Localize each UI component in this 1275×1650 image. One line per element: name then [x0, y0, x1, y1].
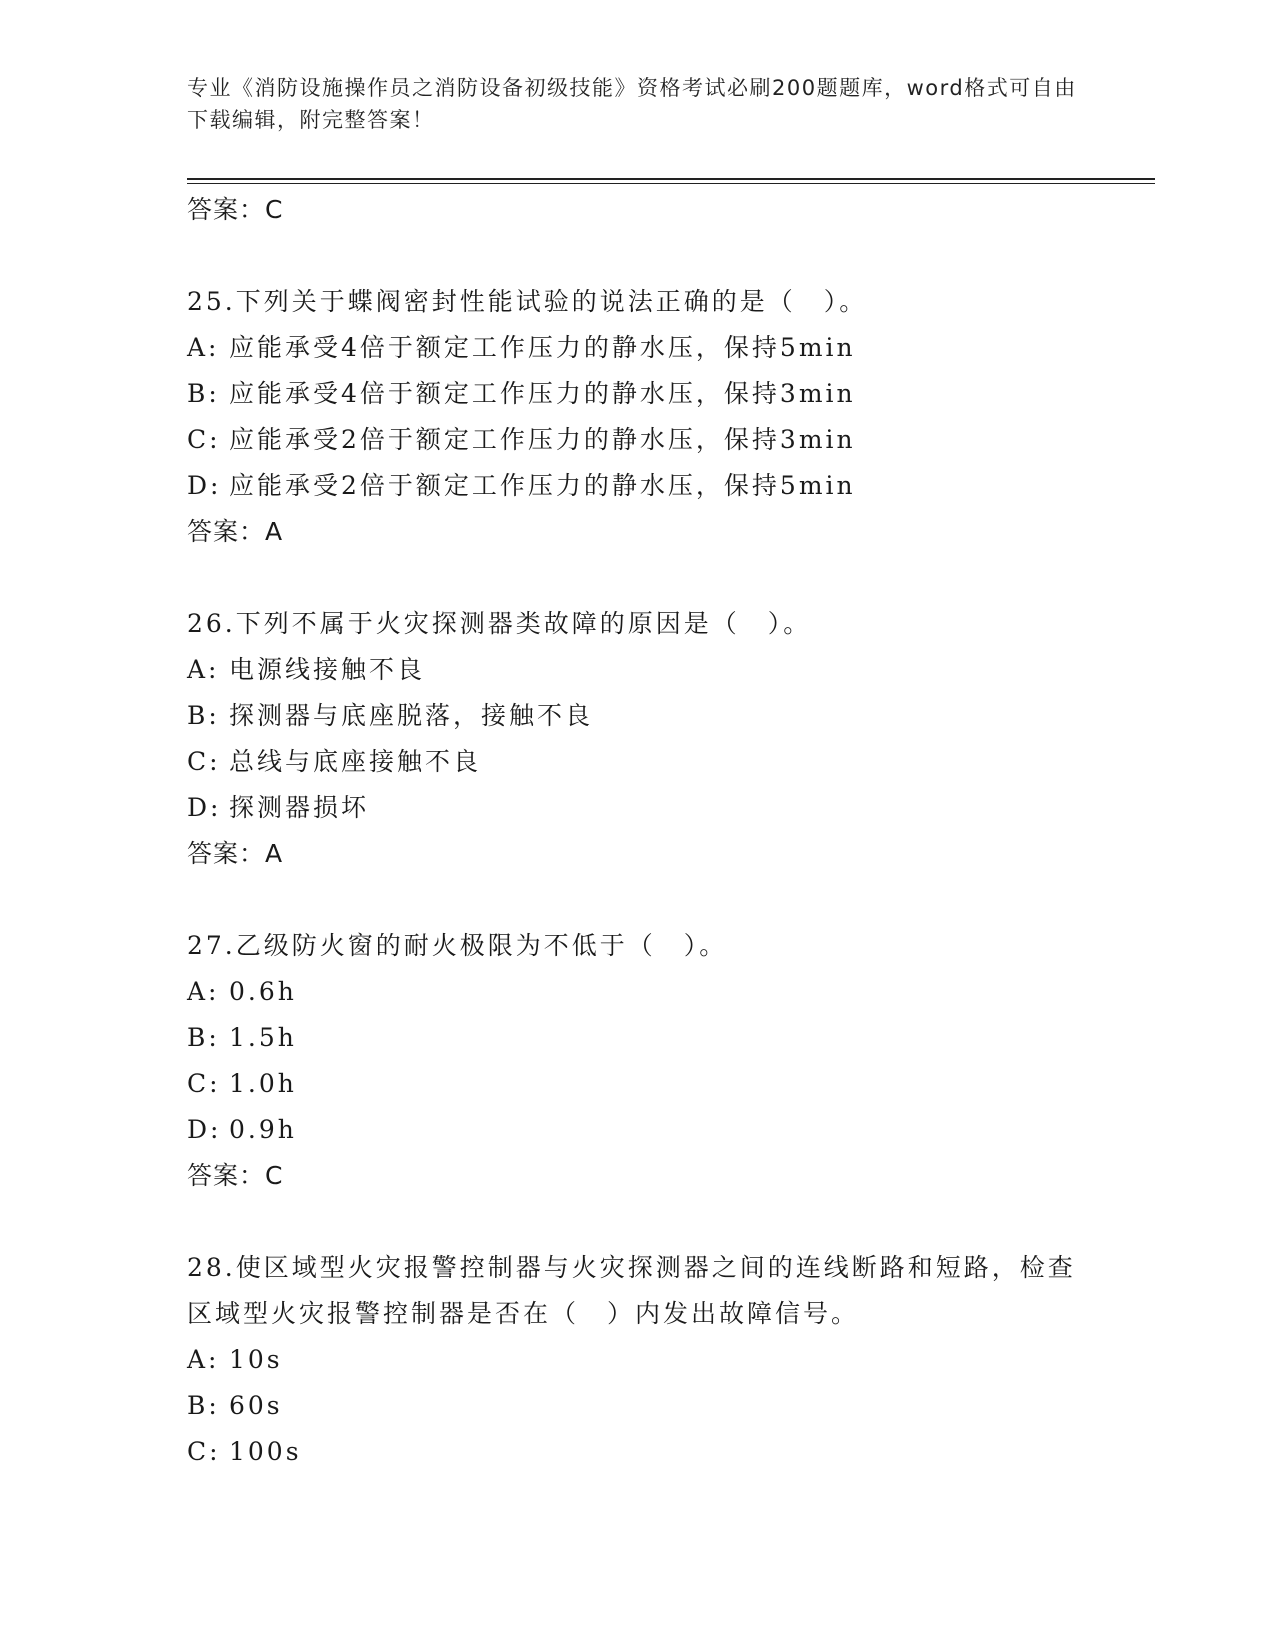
header-rule-thin: [187, 183, 1155, 184]
option-text: 电源线接触不良: [229, 655, 426, 684]
option-a: [187, 969, 1087, 1015]
option-a: [187, 325, 1087, 371]
option-letter: C:: [187, 1069, 221, 1098]
header-rule-thick: [187, 178, 1155, 180]
answer-line: 答案：A: [187, 839, 284, 868]
option-b: [187, 1015, 1087, 1061]
option-c: [187, 1429, 1087, 1475]
option-text: 总线与底座接触不良: [229, 747, 482, 776]
option-letter: B:: [187, 1391, 220, 1420]
option-b: [187, 371, 1087, 417]
option-text: 0.9h: [229, 1115, 297, 1144]
option-text: 应能承受4倍于额定工作压力的静水压，保持5min: [229, 333, 856, 362]
option-d: [187, 1107, 1087, 1153]
option-text: 0.6h: [229, 977, 297, 1006]
option-text: 应能承受2倍于额定工作压力的静水压，保持3min: [229, 425, 856, 454]
option-letter: D:: [187, 793, 222, 822]
option-b: [187, 693, 1087, 739]
option-d: [187, 463, 1087, 509]
question-stem: 27.乙级防火窗的耐火极限为不低于（ ）。: [187, 931, 728, 960]
option-letter: D:: [187, 1115, 222, 1144]
option-letter: A:: [187, 333, 220, 362]
answer-line: 答案：C: [187, 1161, 284, 1190]
option-text: 应能承受4倍于额定工作压力的静水压，保持3min: [229, 379, 856, 408]
option-a: [187, 647, 1087, 693]
option-text: 1.0h: [229, 1069, 297, 1098]
option-text: 1.5h: [229, 1023, 297, 1052]
option-letter: A:: [187, 1345, 220, 1374]
option-letter: B:: [187, 1023, 220, 1052]
option-text: 探测器与底座脱落，接触不良: [229, 701, 594, 730]
document-header: 专业《消防设施操作员之消防设备初级技能》资格考试必刷200题题库，word格式可自由下载编辑，附完整答案！: [187, 76, 1077, 132]
option-letter: C:: [187, 425, 221, 454]
option-text: 探测器损坏: [229, 793, 370, 822]
option-d: [187, 785, 1087, 831]
answer-line: 答案：C: [187, 195, 284, 224]
document-body: [187, 187, 1087, 1475]
option-c: [187, 417, 1087, 463]
question-block: [187, 279, 1087, 555]
option-letter: A:: [187, 977, 220, 1006]
question-stem: 28.使区域型火灾报警控制器与火灾探测器之间的连线断路和短路，检查区域型火灾报警控制器是否在（ ）内发出故障信号。: [187, 1253, 1076, 1328]
option-letter: B:: [187, 379, 220, 408]
answer-line: 答案：A: [187, 517, 284, 546]
question-block: [187, 601, 1087, 877]
option-letter: A:: [187, 655, 220, 684]
question-block: [187, 1245, 1087, 1475]
question-stem: 26.下列不属于火灾探测器类故障的原因是（ ）。: [187, 609, 812, 638]
option-letter: C:: [187, 747, 221, 776]
option-letter: B:: [187, 701, 220, 730]
question-block: [187, 923, 1087, 1199]
option-text: 60s: [229, 1391, 283, 1420]
option-a: [187, 1337, 1087, 1383]
option-text: 10s: [229, 1345, 283, 1374]
option-c: [187, 739, 1087, 785]
option-c: [187, 1061, 1087, 1107]
option-b: [187, 1383, 1087, 1429]
option-text: 100s: [229, 1437, 302, 1466]
option-letter: C:: [187, 1437, 221, 1466]
option-letter: D:: [187, 471, 222, 500]
option-text: 应能承受2倍于额定工作压力的静水压，保持5min: [229, 471, 856, 500]
question-stem: 25.下列关于蝶阀密封性能试验的说法正确的是（ ）。: [187, 287, 868, 316]
